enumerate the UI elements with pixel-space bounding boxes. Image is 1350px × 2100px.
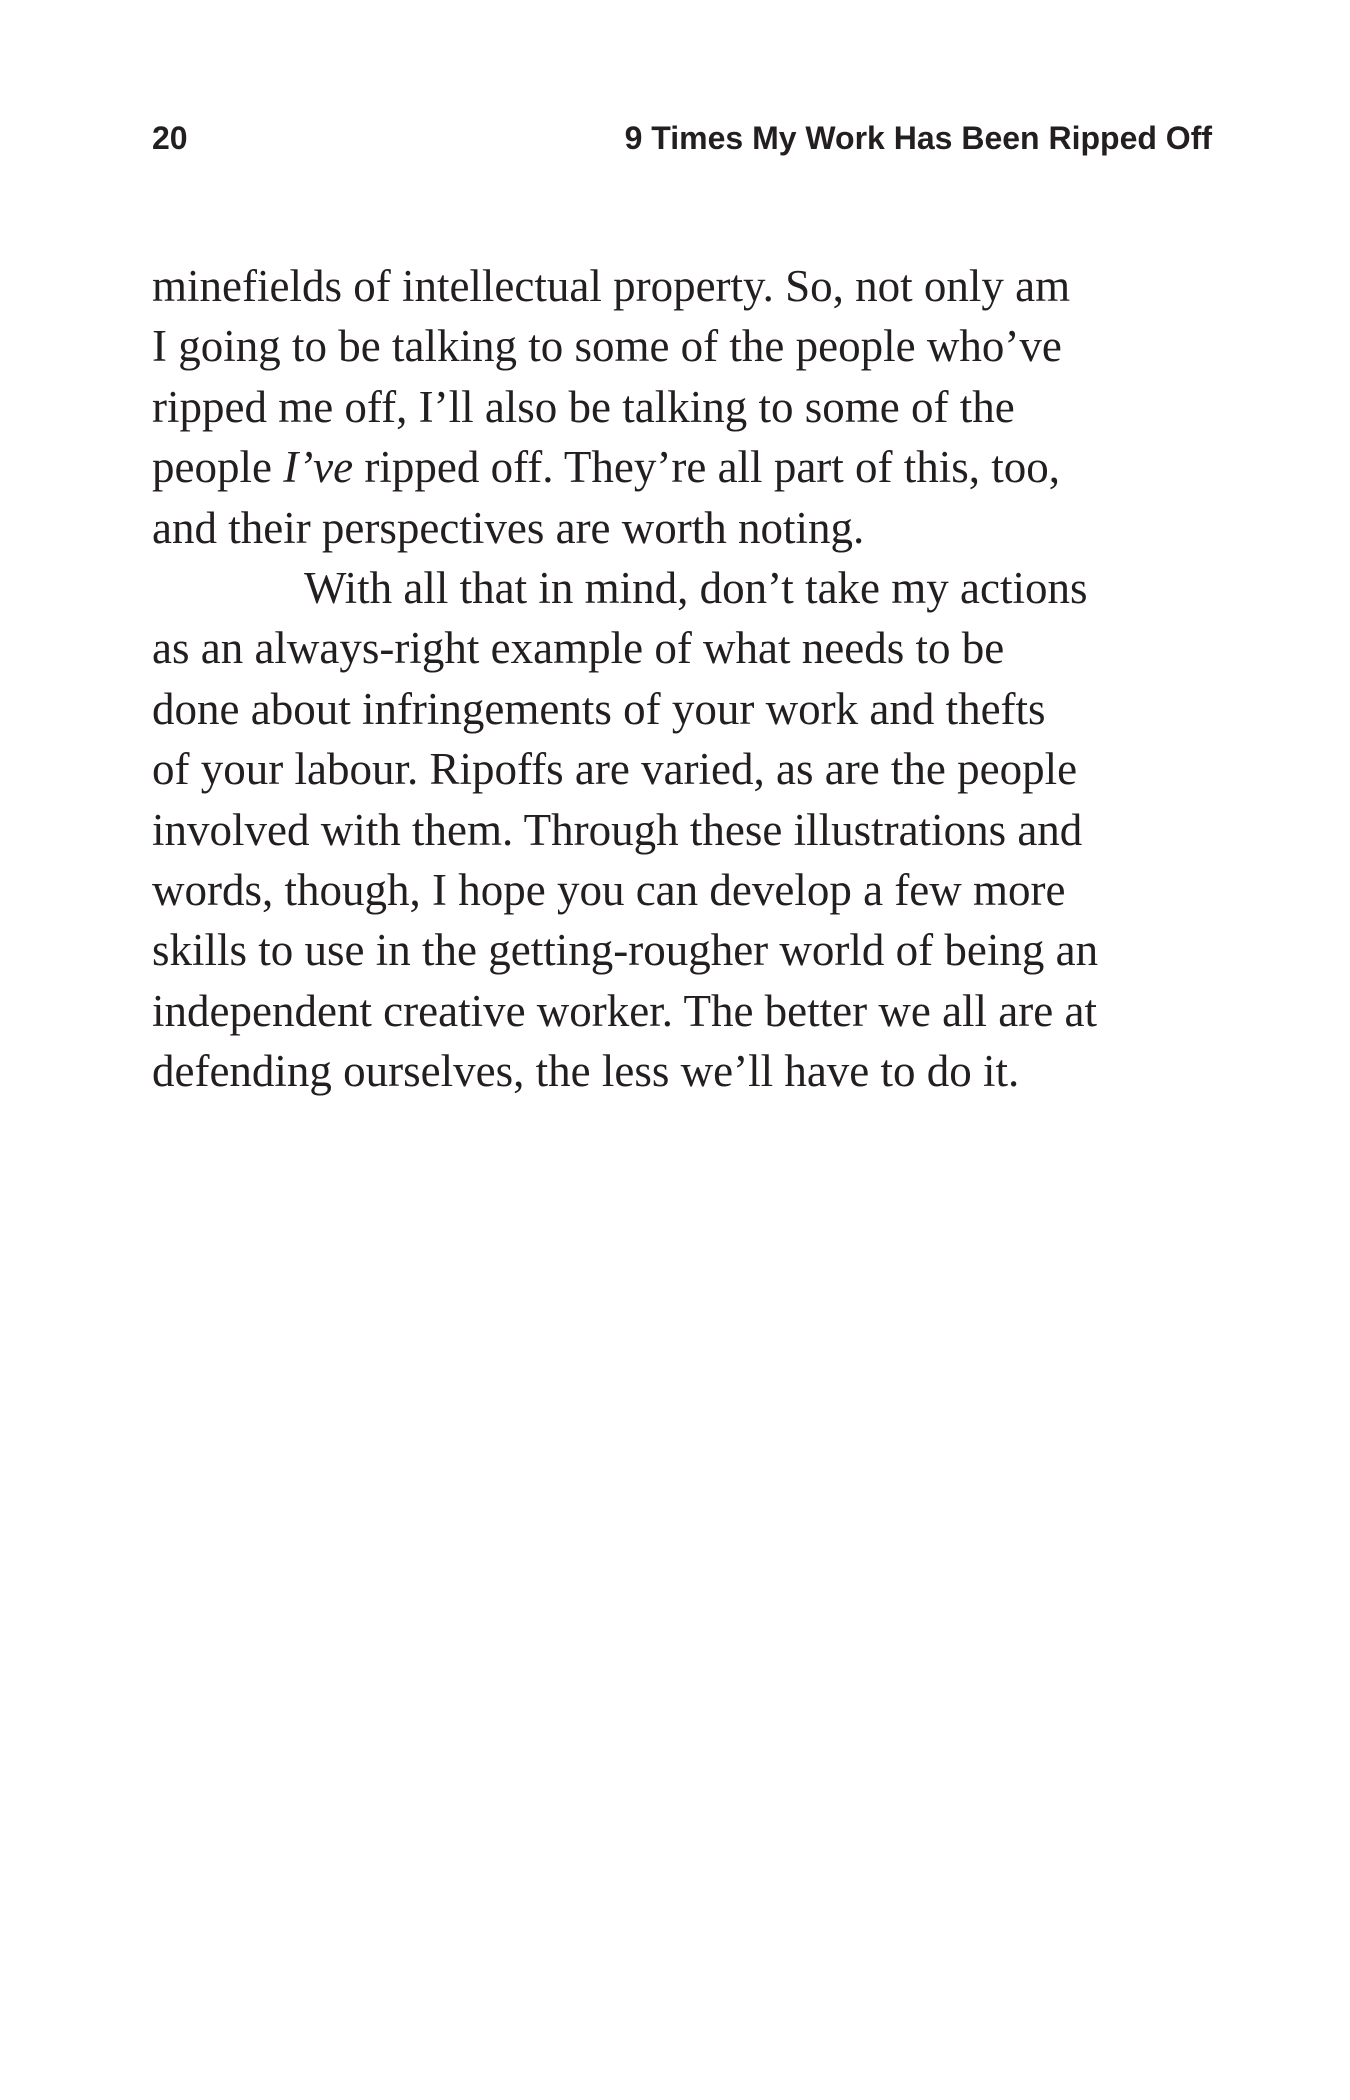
running-title: 9 Times My Work Has Been Ripped Off <box>624 120 1212 156</box>
running-head <box>152 114 1212 162</box>
body-text <box>152 256 1222 1102</box>
paragraph-2 <box>152 558 1222 1102</box>
text-run: ripped off. They’re all part of this, too, <box>353 442 1061 493</box>
text-line: defending ourselves, the less we’ll have to do it. <box>152 1046 1020 1097</box>
text-line: skills to use in the getting-rougher world of being an <box>152 925 1099 976</box>
text-line: and their perspectives are worth noting. <box>152 502 865 553</box>
text-line: ripped me off, I’ll also be talking to some of the <box>152 381 1015 432</box>
text-line <box>152 437 1222 497</box>
text-line: With all that in mind, don’t take my actions <box>304 563 1088 614</box>
text-line: as an always-right example of what needs to be <box>152 623 1005 674</box>
text-line: I going to be talking to some of the people who’ve <box>152 321 1062 372</box>
text-line: done about infringements of your work and thefts <box>152 683 1046 734</box>
page-number: 20 <box>152 120 188 156</box>
text-line: involved with them. Through these illustrations and <box>152 804 1083 855</box>
text-line: independent creative worker. The better we all are at <box>152 985 1097 1036</box>
text-run: people <box>152 442 284 493</box>
text-line: of your labour. Ripoffs are varied, as are the people <box>152 744 1078 795</box>
italic-emphasis: I’ve <box>283 442 354 493</box>
text-line: minefields of intellectual property. So, not only am <box>152 261 1071 311</box>
paragraph-1 <box>152 256 1222 558</box>
text-line: words, though, I hope you can develop a few more <box>152 865 1066 916</box>
